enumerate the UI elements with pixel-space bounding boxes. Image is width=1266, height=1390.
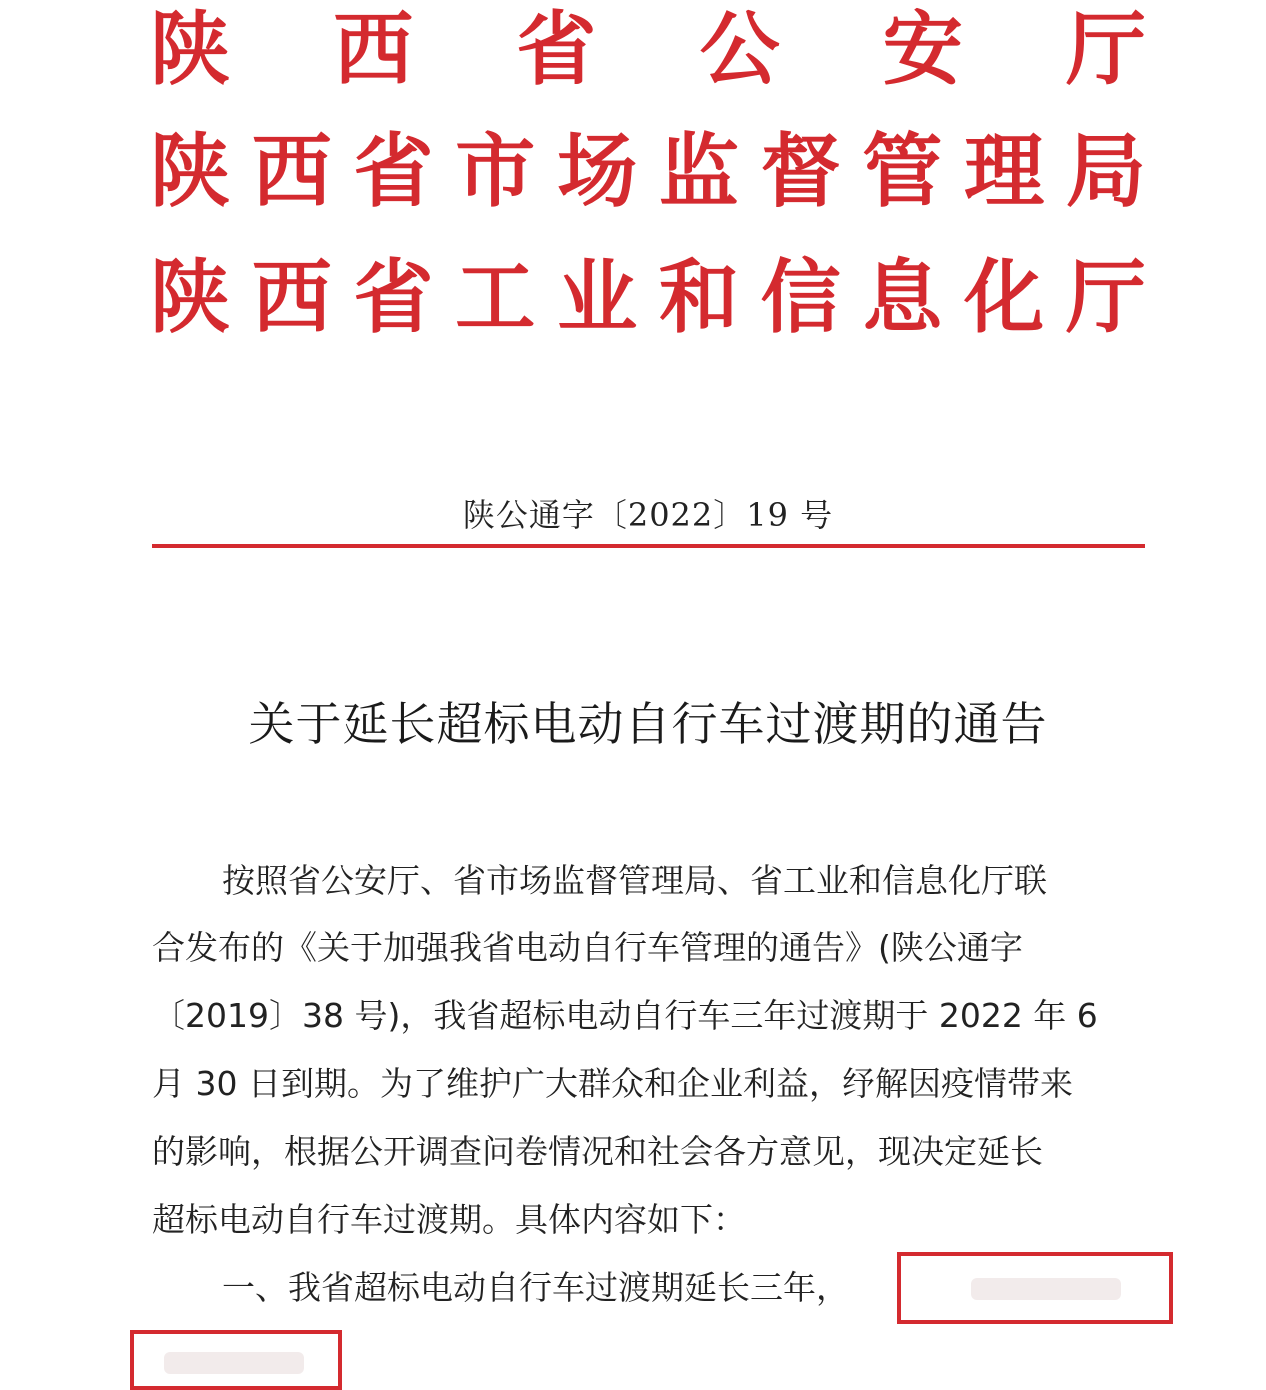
letterhead-char: 管 <box>862 125 943 218</box>
letterhead-char: 局 <box>1065 125 1146 218</box>
letterhead-char: 和 <box>658 251 739 344</box>
letterhead-char: 业 <box>557 251 638 344</box>
letterhead-char: 陕 <box>150 125 230 218</box>
letterhead-char: 公 <box>699 3 780 96</box>
letterhead-char: 陕 <box>150 251 230 344</box>
redaction-box <box>130 1330 342 1390</box>
letterhead-char: 省 <box>516 3 597 96</box>
letterhead-agency-public-security <box>150 0 1146 100</box>
body-line: 按照省公安厅、省市场监督管理局、省工业和信息化厅联 <box>222 861 1047 900</box>
letterhead-agency-industry-it <box>150 248 1146 348</box>
letterhead-char: 厅 <box>1065 3 1146 96</box>
letterhead-char: 安 <box>882 3 963 96</box>
body-line-item-1: 一、我省超标电动自行车过渡期延长三年， <box>222 1268 849 1307</box>
letterhead-char: 信 <box>760 251 841 344</box>
letterhead-char: 西 <box>251 251 332 344</box>
body-line: 的影响，根据公开调查问卷情况和社会各方意见，现决定延长 <box>152 1132 1043 1171</box>
letterhead-char: 省 <box>353 251 434 344</box>
letterhead-char: 厅 <box>1065 251 1146 344</box>
body-line: 月 30 日到期。为了维护广大群众和企业利益，纾解因疫情带来 <box>152 1064 1073 1103</box>
document-number: 陕公通字〔2022〕19 号 <box>462 496 834 534</box>
redacted-text <box>971 1278 1121 1300</box>
letterhead-char: 场 <box>557 125 638 218</box>
body-line: 超标电动自行车过渡期。具体内容如下： <box>152 1200 746 1239</box>
letterhead-char: 督 <box>760 125 841 218</box>
letterhead-char: 工 <box>455 251 536 344</box>
letterhead-char: 化 <box>964 251 1045 344</box>
body-line: 〔2019〕38 号)，我省超标电动自行车三年过渡期于 2022 年 6 <box>152 996 1098 1035</box>
letterhead-divider <box>152 544 1145 548</box>
letterhead-char: 陕 <box>150 3 230 96</box>
letterhead-char: 监 <box>658 125 739 218</box>
redaction-box <box>897 1252 1173 1324</box>
body-line: 合发布的《关于加强我省电动自行车管理的通告》(陕公通字 <box>152 928 1023 967</box>
letterhead-char: 息 <box>862 251 943 344</box>
notice-title: 关于延长超标电动自行车过渡期的通告 <box>248 697 1048 751</box>
letterhead-char: 理 <box>964 125 1045 218</box>
redacted-text <box>164 1352 304 1374</box>
letterhead-char: 西 <box>333 3 414 96</box>
letterhead-char: 市 <box>455 125 536 218</box>
letterhead-char: 省 <box>353 125 434 218</box>
letterhead-agency-market-regulation <box>150 122 1146 222</box>
letterhead-char: 西 <box>251 125 332 218</box>
